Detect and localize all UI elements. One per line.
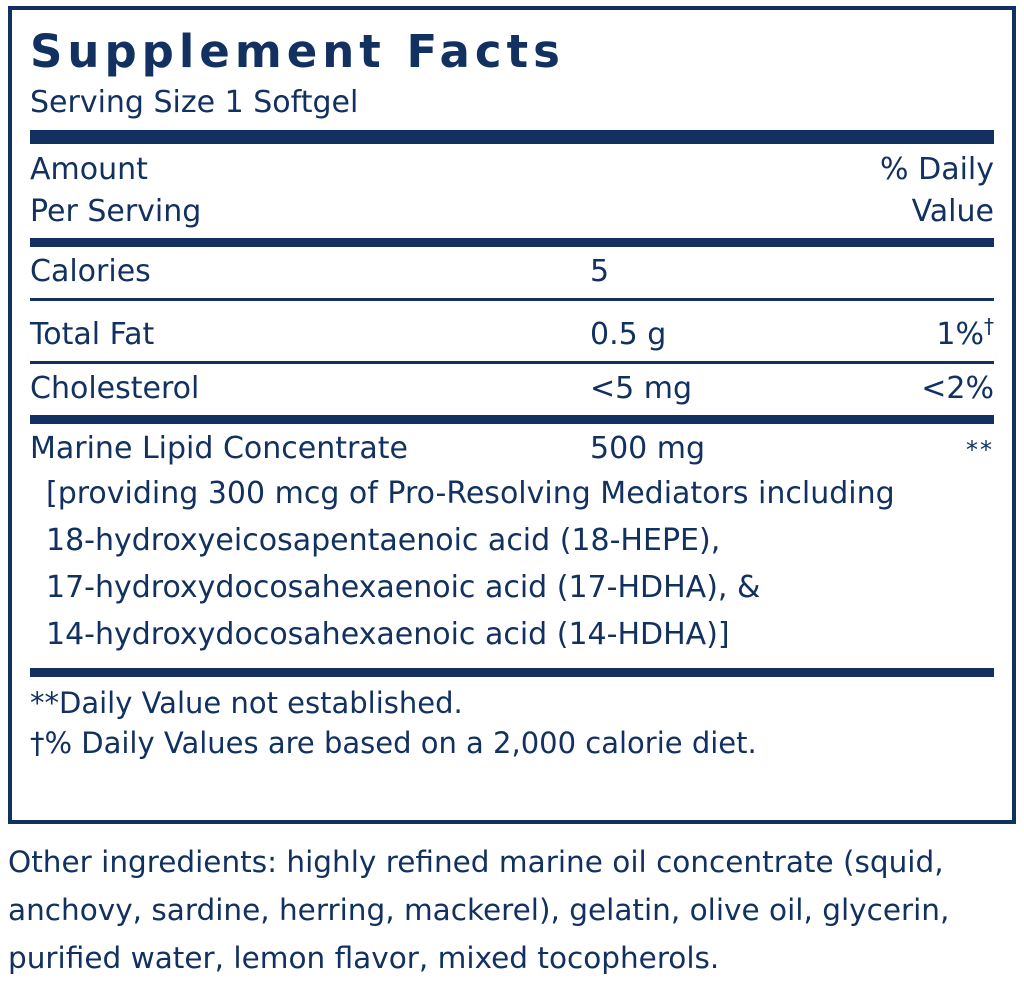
nutrient-daily-value: <2%: [921, 371, 994, 406]
other-ingredients-line: purified water, lemon flavor, mixed tocopherols.: [8, 941, 720, 975]
table-row: [30, 301, 994, 361]
ingredient-name: Marine Lipid Concentrate: [30, 431, 408, 466]
divider-above-footnotes: [30, 668, 994, 677]
other-ingredients-line: anchovy, sardine, herring, mackerel), gelatin, olive oil, glycerin,: [8, 893, 950, 927]
nutrient-name: Cholesterol: [30, 371, 200, 406]
nutrient-daily-value-mark: †: [984, 314, 994, 338]
ingredient-detail-line: 17-hydroxydocosahexaenoic acid (17-HDHA), &: [46, 570, 761, 605]
amount-per-serving-label: [30, 149, 201, 233]
page-title: Supplement Facts: [30, 25, 565, 78]
nutrient-name: Total Fat: [30, 317, 155, 352]
nutrient-daily-value: [830, 307, 994, 354]
nutrient-daily-value-text: 1%: [936, 317, 984, 352]
nutrient-amount: 5: [590, 254, 610, 289]
daily-value-line2: Value: [911, 194, 994, 229]
other-ingredients-line: Other ingredients: highly refined marine oil concentrate (squid,: [8, 845, 944, 879]
ingredient-detail-line: 18-hydroxyeicosapentaenoic acid (18-HEPE),: [46, 523, 721, 558]
nutrient-amount: <5 mg: [590, 371, 693, 406]
other-ingredients: [8, 838, 1018, 982]
divider-thick-top: [30, 130, 994, 144]
footnote-daily-value-not-established: **Daily Value not established.: [30, 686, 463, 720]
ingredient-block: [30, 424, 994, 668]
daily-value-label: [880, 149, 994, 233]
table-row: [30, 247, 994, 298]
divider-under-cholesterol: [30, 415, 994, 424]
amount-label-line2: Per Serving: [30, 194, 202, 229]
nutrient-name: Calories: [30, 254, 151, 289]
serving-size-text: Serving Size 1 Softgel: [30, 85, 359, 120]
ingredient-main-row: [30, 430, 994, 468]
nutrient-amount: 0.5 g: [590, 317, 667, 352]
daily-value-line1: % Daily: [880, 152, 994, 187]
footnote-calorie-diet: †% Daily Values are based on a 2,000 calorie diet.: [30, 726, 757, 760]
ingredient-detail-line: 14-hydroxydocosahexaenoic acid (14-HDHA)]: [46, 617, 730, 652]
ingredient-detail-line: [providing 300 mcg of Pro-Resolving Mediators including: [46, 476, 895, 511]
amount-label-line1: Amount: [30, 152, 148, 187]
footnotes: [30, 677, 994, 763]
ingredient-detail: [46, 470, 994, 658]
amount-header-row: [30, 144, 994, 238]
ingredient-daily-value: **: [966, 436, 994, 464]
table-row: [30, 364, 994, 415]
supplement-facts-panel: [8, 6, 1016, 824]
ingredient-amount: 500 mg: [590, 431, 706, 466]
divider-under-header: [30, 238, 994, 247]
